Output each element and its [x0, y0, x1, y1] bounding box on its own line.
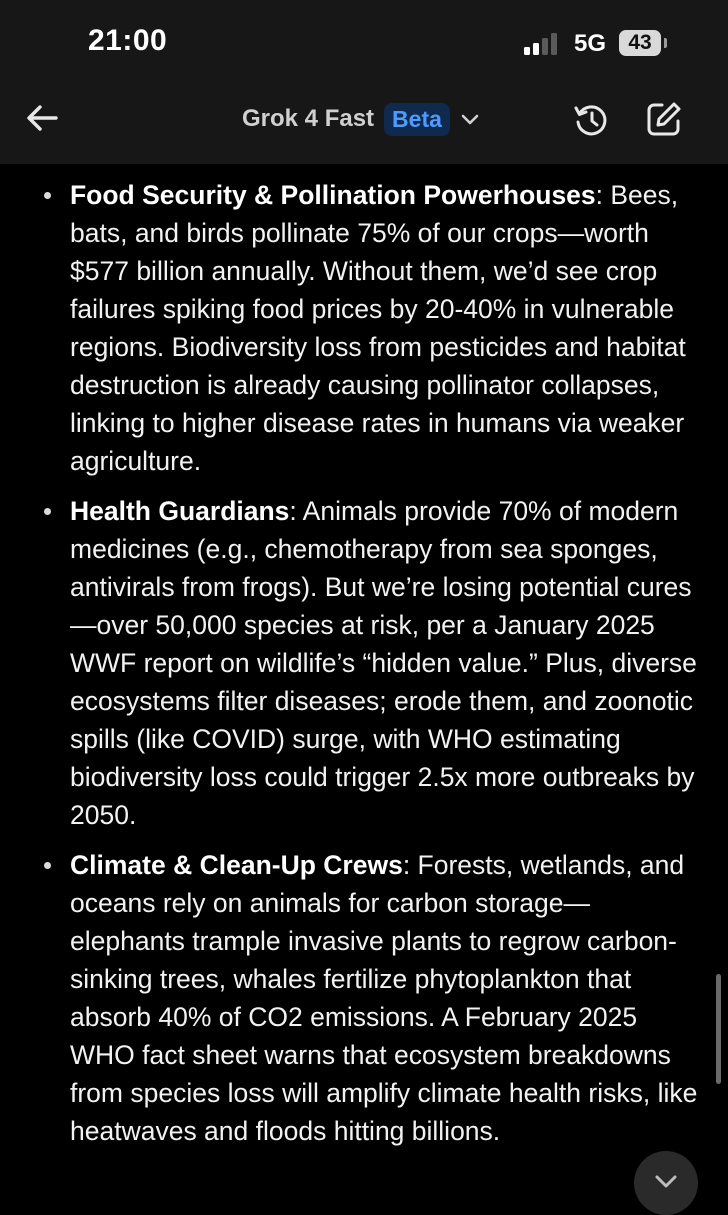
bullet-text: : Animals provide 70% of modern medicines (e.g., chemotherapy from sea sponges, antivirals from frogs). But we’re losing potential cures—over 50,000 species at risk, per a January 2025 WWF report on wildlife’s “hidden value.” Plus, diverse ecosystems filter diseases; erode them, and zoonotic spills (like COVID) surge, with WHO estimating biodiversity loss could trigger 2.5x more outbreaks by 2050.	[70, 496, 697, 830]
beta-badge: Beta	[384, 103, 450, 136]
model-name: Grok 4 Fast	[242, 105, 375, 132]
list-item	[0, 176, 728, 480]
new-chat-icon[interactable]	[644, 99, 684, 139]
bullet-point	[44, 508, 51, 515]
bullet-title: Health Guardians	[70, 496, 290, 526]
bullet-text: : Bees, bats, and birds pollinate 75% of our crops—worth $577 billion annually. Without them, we’d see crop failures spiking food prices by 20-40% in vulnerable regions. Biodiversity loss from pesticides and habitat destruction is already causing pollinator collapses, linking to higher disease rates in humans via weaker agriculture.	[70, 180, 686, 476]
history-icon[interactable]	[571, 100, 611, 140]
chevron-down-icon	[652, 1167, 680, 1195]
bullet-list	[0, 176, 728, 1162]
status-time: 21:00	[88, 24, 168, 57]
bullet-text: : Forests, wetlands, and oceans rely on animals for carbon storage—elephants trample invasive plants to regrow carbon-sinking trees, whales fertilize phytoplankton that absorb 40% of CO2 emissions. A February 2025 WHO fact sheet warns that ecosystem breakdowns from species loss will amplify climate health risks, like heatwaves and floods hitting billions.	[70, 850, 698, 1146]
battery-level: 43	[628, 31, 652, 54]
chevron-down-icon	[458, 107, 482, 131]
bullet-point	[44, 862, 51, 869]
cellular-signal-icon	[524, 33, 560, 55]
list-item	[0, 492, 728, 834]
scrollbar[interactable]	[716, 974, 721, 1084]
bullet-title: Food Security & Pollination Powerhouses	[70, 180, 596, 210]
list-item	[0, 846, 728, 1150]
scroll-to-bottom-button[interactable]	[634, 1151, 698, 1215]
chat-header	[0, 84, 728, 164]
network-type: 5G	[574, 30, 607, 57]
bullet-point	[44, 192, 51, 199]
chat-message	[0, 164, 728, 1199]
status-bar	[0, 0, 728, 84]
battery-cap	[664, 38, 667, 48]
model-selector[interactable]	[242, 100, 482, 138]
back-arrow-icon[interactable]	[22, 98, 62, 138]
bullet-title: Climate & Clean-Up Crews	[70, 850, 403, 880]
battery-icon	[619, 30, 661, 56]
